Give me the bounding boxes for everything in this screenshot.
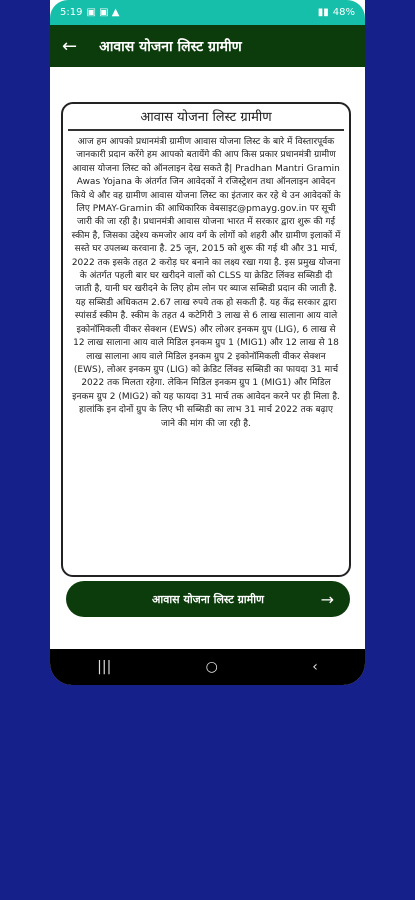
card-body-text: आज हम आपको प्रधानमंत्री ग्रामीण आवास योजना लिस्ट के बारे में विस्तारपूर्वक जानकारी प्रदान करेंगे हम आपको बतायेंगे की आप किस प्रकार प्रधानमंत्री ग्रामीण आवास योजना लिस्ट को ऑनलाइन देख सकते है| Pradhan Mantri Gramin Awas Yojana के अंतर्गत जिन आवेदकों ने रजिस्ट्रेशन तथा ऑनलाइन आवेदन किये थे और वह ग्रामीण आवास योजना लिस्ट का इंतजार कर रहे थे उन आवेदकों के लिए PMAY-Gramin की आधिकारिक वेबसाइट@pmayg.gov.in पर सूची जारी की जा रही है। प्रधानमंत्री आवास योजना भारत में सरकार द्वारा शुरू की गई स्कीम है, जिसका उद्देश्य कमजोर आय वर्ग के लोगों को शहरी और ग्रामीण इलाकों में सस्ते घर उपलब्ध करवाना है. 25 जून, 2015 को शुरू की गई थी और 31 मार्च, 2022 तक इसके तहत 2 करोड़ घर बनाने का लक्ष्य रखा गया है. इस प्रमुख योजना के अंतर्गत पहली बार घर खरीदने वालों को CLSS या क्रेडिट लिंक्ड सब्सिडी दी जाती है, यानी घर खरीदने के लिए होम लोन पर ब्याज सब्सिडी प्रदान की जाती है. यह सब्सिडी अधिकतम 2.67 लाख रुपये तक हो सकती है. यह केंद्र सरकार द्वारा स्पांसर्ड स्कीम है. स्कीम के तहत 4 कटेगिरी 3 लाख से 6 लाख सालाना आय वाले इकोनॉमिकली वीकर सेक्शन (EWS) और लोअर इनकम ग्रुप (LIG), 6 लाख से 12 लाख सालाना आय वाले मिडिल इनकम ग्रुप 1 (MIG1) और 12 लाख से 18 लाख सालाना आय वाले मिडिल इनकम ग्रुप 2 इकोनॉमिकली वीकर सेक्शन (EWS), लोअर इनकम ग्रुप (LIG) को क्रेडिट लिंक्ड सब्सिडी का फायदा 31 मार्च 2022 तक मिलता रहेगा. लेकिन मिडिल इनकम ग्रुप 1 (MIG1) और मिडिल इनकम ग्रुप 2 (MIG2) को यह फायदा 31 मार्च तक आवेदन करने पर ही मिला है. हालांकि इन दोनों ग्रुप के लिए भी सब्सिडी का लाभ 31 मार्च 2022 तक बढ़ाए जाने की मांग की जा रही है. (71, 137, 341, 429)
arrow-right-icon: → (320, 589, 334, 609)
status-bar (50, 0, 365, 25)
status-time: 5:19 (60, 7, 83, 18)
system-back-icon[interactable]: ‹ (312, 659, 318, 675)
awas-list-button[interactable] (66, 581, 350, 617)
card-title: आवास योजना लिस्ट ग्रामीण (68, 107, 344, 131)
home-icon[interactable]: ○ (205, 659, 218, 675)
phone-screen (50, 0, 365, 685)
notification-icon: ▣ ▣ ▲ (86, 7, 120, 18)
app-bar (50, 25, 365, 67)
recents-icon[interactable]: ||| (97, 659, 112, 675)
awas-list-button-label: आवास योजना लिस्ट ग्रामीण (151, 592, 265, 606)
signal-icon: ▮▮ (317, 7, 329, 18)
main-content (50, 67, 365, 649)
battery-level: 48% (332, 7, 355, 18)
back-arrow-icon[interactable]: ← (62, 35, 78, 57)
page-title: आवास योजना लिस्ट ग्रामीण (99, 38, 242, 55)
system-nav-bar (50, 649, 365, 685)
info-card (61, 102, 351, 577)
